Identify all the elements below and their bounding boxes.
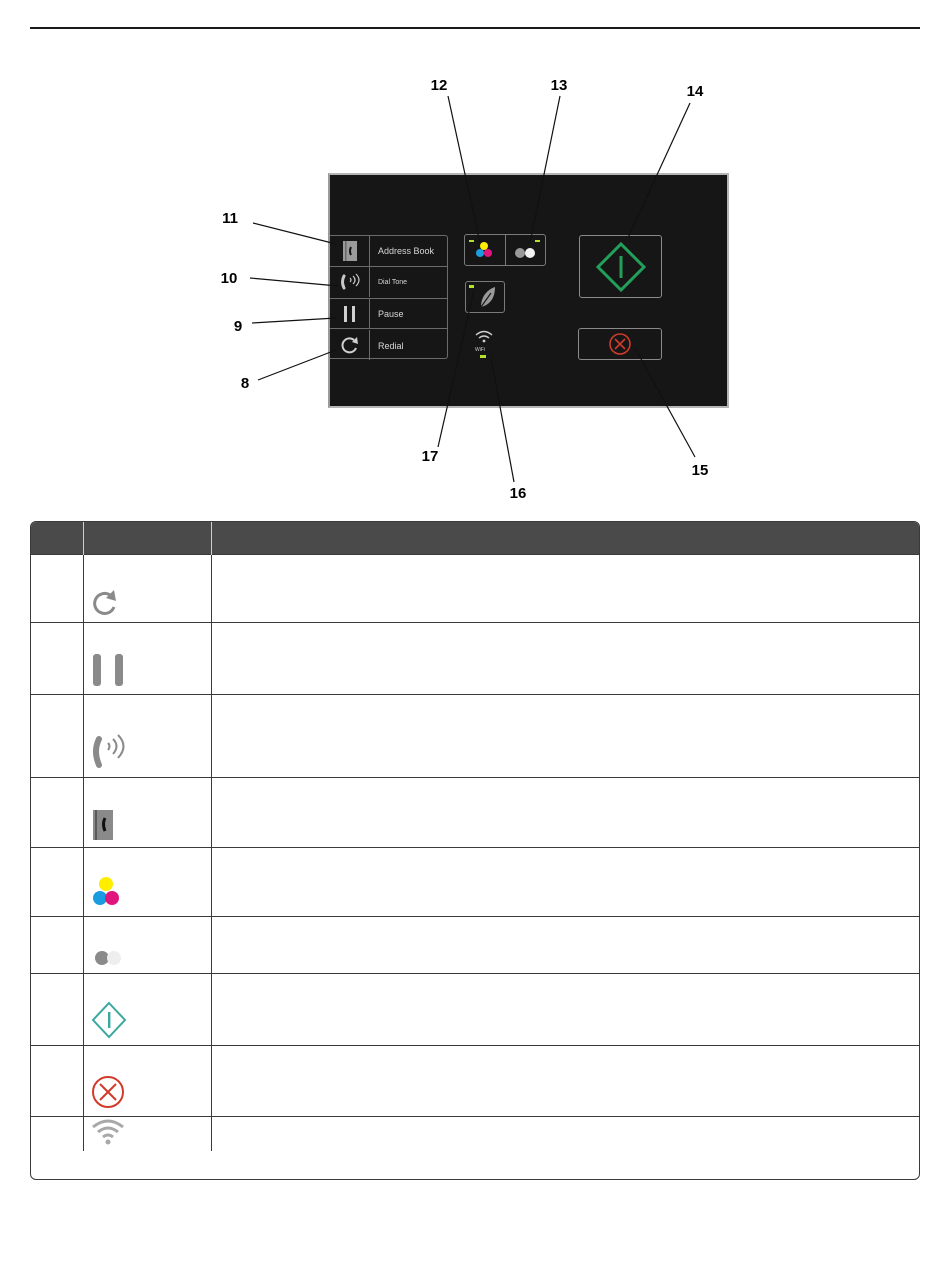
- row-number: [31, 554, 83, 622]
- control-panel-figure: [0, 0, 950, 510]
- row-icon-cell: [83, 554, 211, 622]
- row-description: [211, 622, 919, 694]
- callout-number: 9: [233, 318, 243, 335]
- row-description: [211, 973, 919, 1045]
- table-row: [31, 916, 919, 973]
- row-icon-cell: [83, 777, 211, 847]
- row-icon-cell: [83, 1045, 211, 1116]
- table-row: [31, 973, 919, 1045]
- callout-number: 8: [240, 375, 250, 392]
- table-row: [31, 622, 919, 694]
- callout-number: 13: [550, 77, 568, 94]
- callout-number: 15: [691, 462, 709, 479]
- row-number: [31, 973, 83, 1045]
- cancel-icon: [90, 1074, 130, 1110]
- callout-number: 10: [220, 270, 238, 287]
- row-description: [211, 847, 919, 916]
- table-row: [31, 777, 919, 847]
- callout-leader-lines: [0, 0, 950, 510]
- row-description: [211, 554, 919, 622]
- dial-tone-label: Dial Tone: [378, 279, 408, 286]
- color-icon: [90, 874, 130, 910]
- wifi-label: WiFi: [475, 347, 485, 353]
- pause-icon: [90, 652, 130, 688]
- row-number: [31, 622, 83, 694]
- control-panel-table: [30, 521, 920, 1180]
- callout-number: 11: [222, 210, 238, 227]
- column-header: [83, 522, 211, 554]
- callout-number: 12: [430, 77, 448, 94]
- row-icon-cell: [83, 916, 211, 973]
- row-number: [31, 916, 83, 973]
- table-row: [31, 554, 919, 622]
- table-row: [31, 1116, 919, 1151]
- address-book-icon: [90, 809, 116, 841]
- address-book-label: Address Book: [378, 246, 435, 256]
- table-row: [31, 1045, 919, 1116]
- row-icon-cell: [83, 1116, 211, 1151]
- wifi-indicator-icon: [90, 1117, 130, 1145]
- row-icon-cell: [83, 847, 211, 916]
- row-icon-cell: [83, 622, 211, 694]
- row-description: [211, 1116, 919, 1151]
- table-header-row: [31, 522, 919, 554]
- row-number: [31, 1045, 83, 1116]
- callout-number: 14: [686, 83, 704, 100]
- redial-label: Redial: [378, 341, 404, 351]
- table-row: [31, 847, 919, 916]
- row-description: [211, 777, 919, 847]
- row-number: [31, 777, 83, 847]
- column-header: [31, 522, 83, 554]
- row-number: [31, 847, 83, 916]
- redial-icon: [90, 586, 126, 616]
- row-icon-cell: [83, 694, 211, 777]
- row-description: [211, 916, 919, 973]
- row-number: [31, 1116, 83, 1151]
- callout-number: 17: [421, 448, 439, 465]
- row-number: [31, 694, 83, 777]
- pause-label: Pause: [378, 309, 404, 319]
- row-description: [211, 1045, 919, 1116]
- table-row: [31, 694, 919, 777]
- row-description: [211, 694, 919, 777]
- start-icon: [90, 1001, 130, 1039]
- black-only-icon: [90, 947, 130, 967]
- column-header: [211, 522, 919, 554]
- callout-number: 16: [509, 485, 527, 502]
- dial-tone-icon: [90, 731, 130, 771]
- row-icon-cell: [83, 973, 211, 1045]
